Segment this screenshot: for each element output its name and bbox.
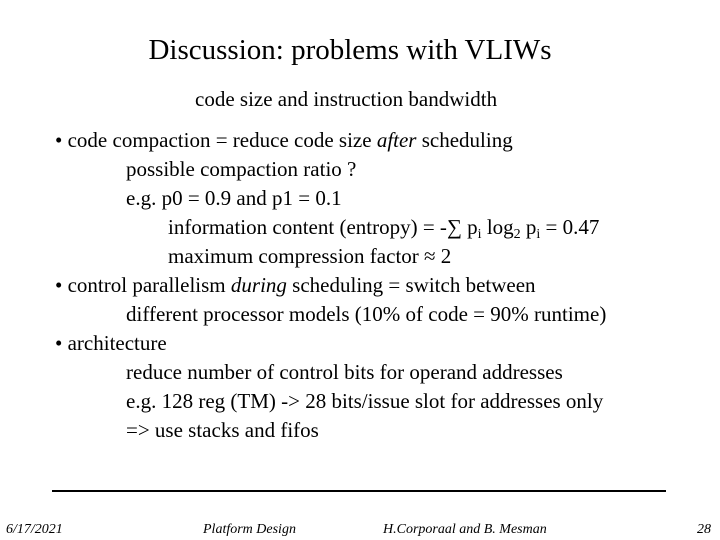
- slide-subtitle: code size and instruction bandwidth: [195, 87, 498, 111]
- footer-course: Platform Design: [203, 522, 296, 537]
- processor-models-line: different processor models (10% of code = 90% runtime): [126, 302, 607, 326]
- footer-divider: [52, 490, 666, 492]
- compression-factor-line: maximum compression factor ≈ 2: [168, 244, 452, 268]
- entropy-value: = 0.47: [540, 215, 600, 239]
- bullet-text-end: scheduling: [416, 128, 513, 152]
- sigma-symbol: ∑: [446, 215, 462, 239]
- emphasis-during: during: [230, 273, 287, 297]
- bullet-marker: •: [55, 128, 63, 152]
- register-example-line: e.g. 128 reg (TM) -> 28 bits/issue slot for addresses only: [126, 389, 604, 413]
- slide-title: Discussion: problems with VLIWs: [148, 34, 552, 66]
- bullet-text: control parallelism: [67, 273, 231, 297]
- bullet-text-end: scheduling = switch between: [286, 273, 536, 297]
- entropy-log: log: [481, 215, 514, 239]
- bullet-marker: •: [55, 331, 63, 355]
- bullet-control-parallelism: [55, 272, 536, 298]
- probability-example-line: e.g. p0 = 0.9 and p1 = 0.1: [126, 186, 342, 210]
- bullet-text: architecture: [67, 331, 167, 355]
- stacks-fifos-line: => use stacks and fifos: [126, 418, 319, 442]
- bullet-marker: •: [55, 273, 63, 297]
- control-bits-line: reduce number of control bits for operand addresses: [126, 360, 563, 384]
- emphasis-after: after: [376, 128, 417, 152]
- bullet-code-compaction: [55, 127, 513, 153]
- entropy-p: p: [461, 215, 478, 239]
- subscript-2: 2: [513, 227, 521, 242]
- subscript-i2: i: [536, 227, 541, 242]
- bullet-text: code compaction = reduce code size: [67, 128, 377, 152]
- footer-page-number: 28: [697, 522, 711, 537]
- footer-authors: H.Corporaal and B. Mesman: [383, 522, 547, 537]
- entropy-line: [168, 214, 599, 240]
- entropy-label: information content (entropy) = -: [168, 215, 447, 239]
- entropy-p2: p: [520, 215, 537, 239]
- footer-date: 6/17/2021: [6, 522, 63, 537]
- subscript-i: i: [477, 227, 482, 242]
- compaction-ratio-line: possible compaction ratio ?: [126, 157, 357, 181]
- bullet-architecture: [55, 330, 167, 356]
